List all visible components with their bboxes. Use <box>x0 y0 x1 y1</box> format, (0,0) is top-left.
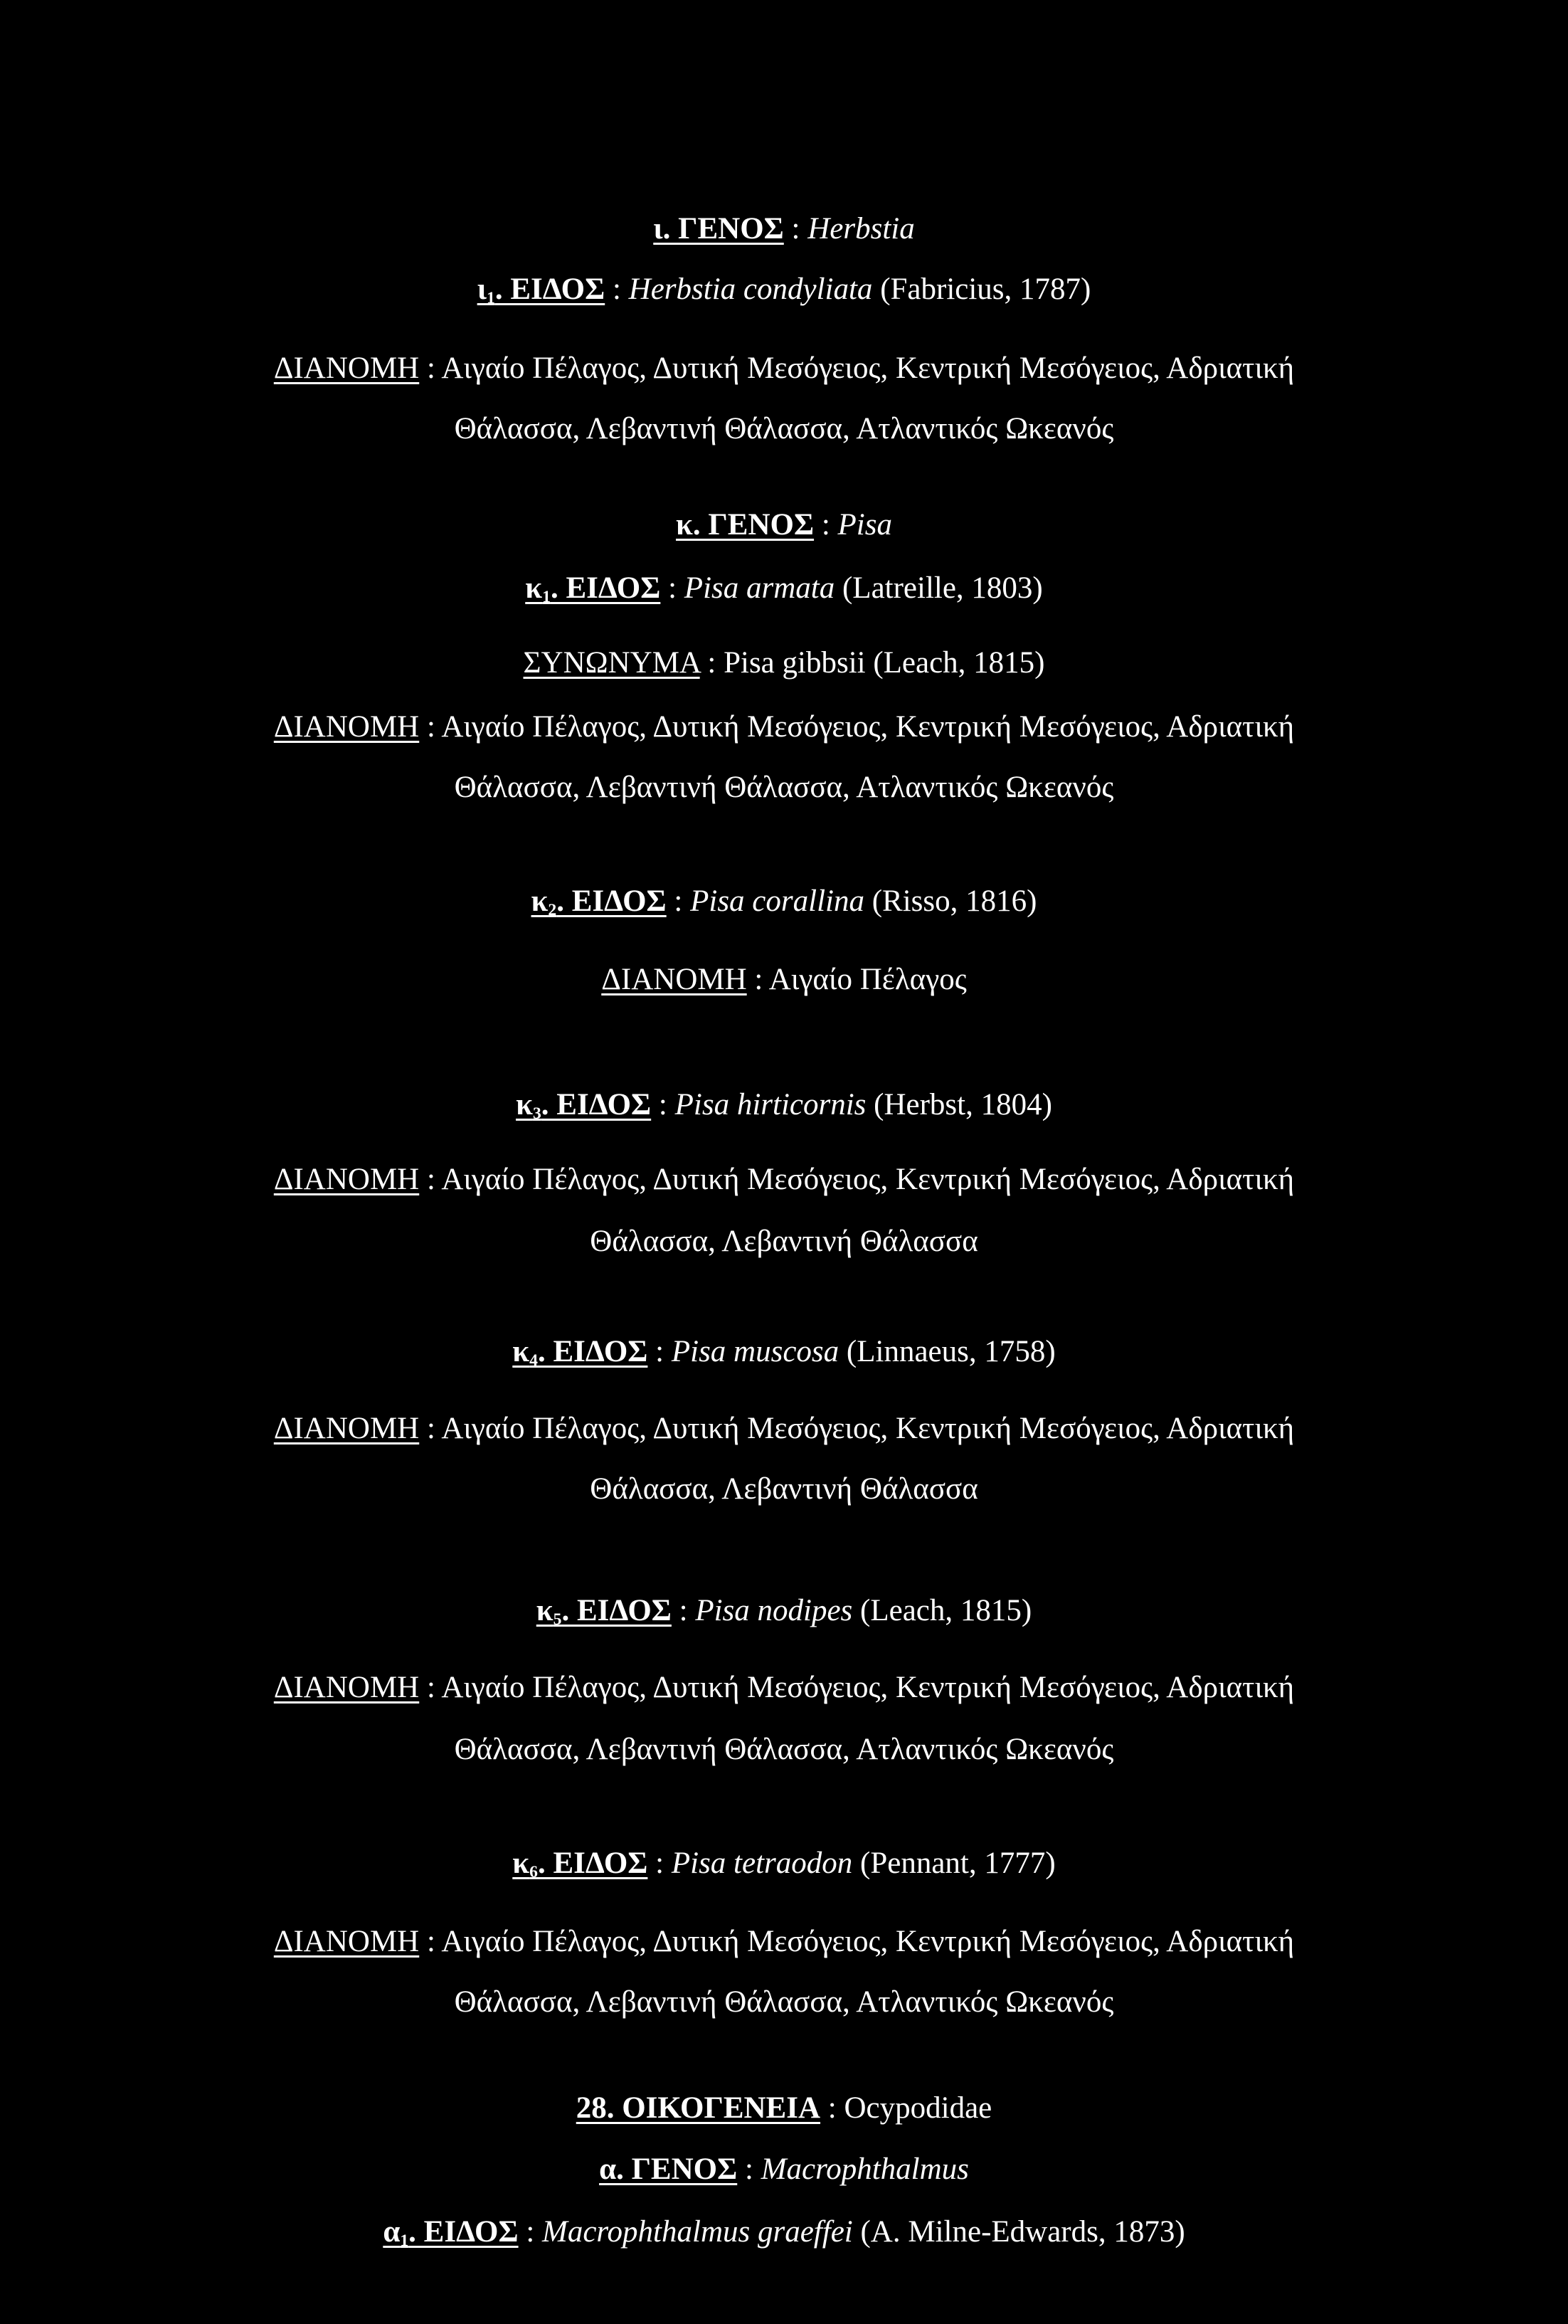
separator: : <box>699 646 724 680</box>
species-name: Pisa tetraodon <box>671 1847 853 1880</box>
separator: : <box>737 2153 761 2186</box>
separator: : <box>647 1335 672 1368</box>
distribution-label: ΔΙΑΝΟΜΗ <box>273 1163 420 1196</box>
species-label-letter: κ <box>512 1847 530 1880</box>
species-label <box>512 1847 647 1880</box>
species-name: Pisa corallina <box>690 884 864 918</box>
species-author: (A. Milne-Edwards, 1873) <box>852 2215 1185 2249</box>
distribution-label: ΔΙΑΝΟΜΗ <box>273 352 420 385</box>
family-name: Ocypodidae <box>844 2091 992 2125</box>
species-label <box>477 273 605 306</box>
distribution-text: Θάλασσα, Λεβαντινή Θάλασσα <box>590 1225 978 1258</box>
distribution-text: Αιγαίο Πέλαγος, Δυτική Μεσόγειος, Κεντρική Μεσόγειος, Αδριατική <box>441 1925 1295 1958</box>
species-heading <box>0 1336 1568 1370</box>
distribution-label: ΔΙΑΝΟΜΗ <box>601 963 747 996</box>
distribution-text: Αιγαίο Πέλαγος, Δυτική Μεσόγειος, Κεντρική Μεσόγειος, Αδριατική <box>441 352 1295 385</box>
species-name: Herbstia condyliata <box>628 273 873 306</box>
distribution-continuation <box>0 772 1568 803</box>
species-label-letter: α <box>383 2215 401 2249</box>
species-author: (Leach, 1815) <box>852 1594 1032 1627</box>
distribution-label: ΔΙΑΝΟΜΗ <box>273 1671 420 1704</box>
species-label-tail: . ΕΙΔΟΣ <box>561 1594 672 1627</box>
species-label <box>536 1594 672 1627</box>
separator: : <box>419 710 442 744</box>
distribution-label: ΔΙΑΝΟΜΗ <box>273 1412 420 1445</box>
species-label-index: 3 <box>532 1104 541 1123</box>
distribution-line <box>0 1672 1568 1703</box>
distribution-text: Θάλασσα, Λεβαντινή Θάλασσα, Ατλαντικός Ωκεανός <box>454 771 1114 804</box>
separator: : <box>419 1671 442 1704</box>
separator: : <box>671 1594 696 1627</box>
separator: : <box>419 1925 442 1958</box>
species-label-index: 5 <box>553 1610 562 1629</box>
species-name: Pisa nodipes <box>695 1594 853 1627</box>
separator: : <box>820 2091 844 2125</box>
species-label-letter: κ <box>536 1594 553 1627</box>
distribution-text: Θάλασσα, Λεβαντινή Θάλασσα, Ατλαντικός Ωκεανός <box>454 1733 1114 1766</box>
species-name: Pisa hirticornis <box>674 1088 867 1121</box>
species-author: (Fabricius, 1787) <box>872 273 1091 306</box>
distribution-text: Θάλασσα, Λεβαντινή Θάλασσα, Ατλαντικός Ωκεανός <box>454 1985 1114 2019</box>
species-label-tail: . ΕΙΔΟΣ <box>538 1847 648 1880</box>
species-label-tail: . ΕΙΔΟΣ <box>538 1335 648 1368</box>
distribution-text: Θάλασσα, Λεβαντινή Θάλασσα, Ατλαντικός Ωκεανός <box>454 412 1114 445</box>
species-label <box>516 1088 651 1121</box>
species-label-letter: κ <box>525 571 543 605</box>
genus-heading <box>0 2154 1568 2185</box>
species-heading <box>0 1595 1568 1629</box>
separator: : <box>666 884 691 918</box>
species-heading <box>0 1089 1568 1123</box>
separator: : <box>419 1163 442 1196</box>
separator: : <box>814 508 838 542</box>
species-heading <box>0 886 1568 919</box>
species-label-index: 6 <box>529 1862 538 1881</box>
family-label: 28. ΟΙΚΟΓΕΝΕΙΑ <box>576 2091 821 2125</box>
distribution-continuation <box>0 1734 1568 1765</box>
genus-heading <box>0 213 1568 244</box>
species-heading <box>0 2217 1568 2250</box>
species-label-index: 1 <box>542 587 551 606</box>
distribution-label: ΔΙΑΝΟΜΗ <box>273 1925 420 1958</box>
species-label-index: 2 <box>548 900 557 919</box>
species-label-letter: κ <box>512 1335 530 1368</box>
species-label-letter: κ <box>516 1088 533 1121</box>
species-heading <box>0 573 1568 606</box>
species-label-tail: . ΕΙΔΟΣ <box>494 273 605 306</box>
separator: : <box>605 273 629 306</box>
genus-name: Pisa <box>837 508 892 542</box>
genus-label: ι. ΓΕΝΟΣ <box>653 212 784 245</box>
species-author: (Pennant, 1777) <box>852 1847 1056 1880</box>
species-heading <box>0 1848 1568 1881</box>
species-author: (Risso, 1816) <box>864 884 1037 918</box>
species-label-index: 1 <box>486 288 495 307</box>
species-heading <box>0 274 1568 307</box>
species-author: (Herbst, 1804) <box>866 1088 1052 1121</box>
species-label-tail: . ΕΙΔΟΣ <box>550 571 661 605</box>
distribution-text: Αιγαίο Πέλαγος, Δυτική Μεσόγειος, Κεντρική Μεσόγειος, Αδριατική <box>441 1412 1295 1445</box>
species-author: (Linnaeus, 1758) <box>839 1335 1056 1368</box>
separator: : <box>660 571 684 605</box>
separator: : <box>419 1412 442 1445</box>
distribution-continuation <box>0 413 1568 444</box>
synonyms-text: Pisa gibbsii (Leach, 1815) <box>724 646 1045 680</box>
distribution-text: Αιγαίο Πέλαγος <box>768 963 967 996</box>
distribution-line <box>0 964 1568 995</box>
distribution-line <box>0 1413 1568 1444</box>
species-label <box>383 2215 518 2249</box>
species-label-index: 1 <box>400 2231 409 2250</box>
species-label-letter: ι <box>477 273 487 306</box>
separator: : <box>783 212 808 245</box>
distribution-continuation <box>0 1474 1568 1504</box>
genus-label: κ. ΓΕΝΟΣ <box>676 508 815 542</box>
species-name: Macrophthalmus graeffei <box>542 2215 853 2249</box>
genus-name: Herbstia <box>807 212 915 245</box>
distribution-line <box>0 1926 1568 1957</box>
separator: : <box>651 1088 675 1121</box>
genus-heading <box>0 509 1568 540</box>
distribution-continuation <box>0 1987 1568 2017</box>
genus-label: α. ΓΕΝΟΣ <box>599 2153 738 2186</box>
separator: : <box>647 1847 672 1880</box>
distribution-text: Θάλασσα, Λεβαντινή Θάλασσα <box>590 1472 978 1506</box>
distribution-label: ΔΙΑΝΟΜΗ <box>273 710 420 744</box>
species-label <box>512 1335 647 1368</box>
separator: : <box>419 352 442 385</box>
species-label <box>531 884 667 918</box>
synonyms-line <box>0 648 1568 678</box>
genus-name: Macrophthalmus <box>761 2153 969 2186</box>
species-label-index: 4 <box>529 1351 538 1370</box>
species-label-tail: . ΕΙΔΟΣ <box>541 1088 652 1121</box>
family-heading <box>0 2093 1568 2123</box>
separator: : <box>746 963 769 996</box>
species-label-tail: . ΕΙΔΟΣ <box>408 2215 519 2249</box>
species-label-letter: κ <box>531 884 549 918</box>
distribution-continuation <box>0 1226 1568 1257</box>
distribution-line <box>0 712 1568 742</box>
species-label-tail: . ΕΙΔΟΣ <box>556 884 667 918</box>
species-author: (Latreille, 1803) <box>835 571 1043 605</box>
species-name: Pisa armata <box>684 571 835 605</box>
species-name: Pisa muscosa <box>671 1335 839 1368</box>
distribution-line <box>0 1164 1568 1195</box>
distribution-text: Αιγαίο Πέλαγος, Δυτική Μεσόγειος, Κεντρική Μεσόγειος, Αδριατική <box>441 710 1295 744</box>
separator: : <box>518 2215 543 2249</box>
distribution-line <box>0 353 1568 384</box>
synonyms-label: ΣΥΝΩΝΥΜΑ <box>523 646 700 680</box>
distribution-text: Αιγαίο Πέλαγος, Δυτική Μεσόγειος, Κεντρική Μεσόγειος, Αδριατική <box>441 1163 1295 1196</box>
species-label <box>525 571 660 605</box>
distribution-text: Αιγαίο Πέλαγος, Δυτική Μεσόγειος, Κεντρική Μεσόγειος, Αδριατική <box>441 1671 1295 1704</box>
